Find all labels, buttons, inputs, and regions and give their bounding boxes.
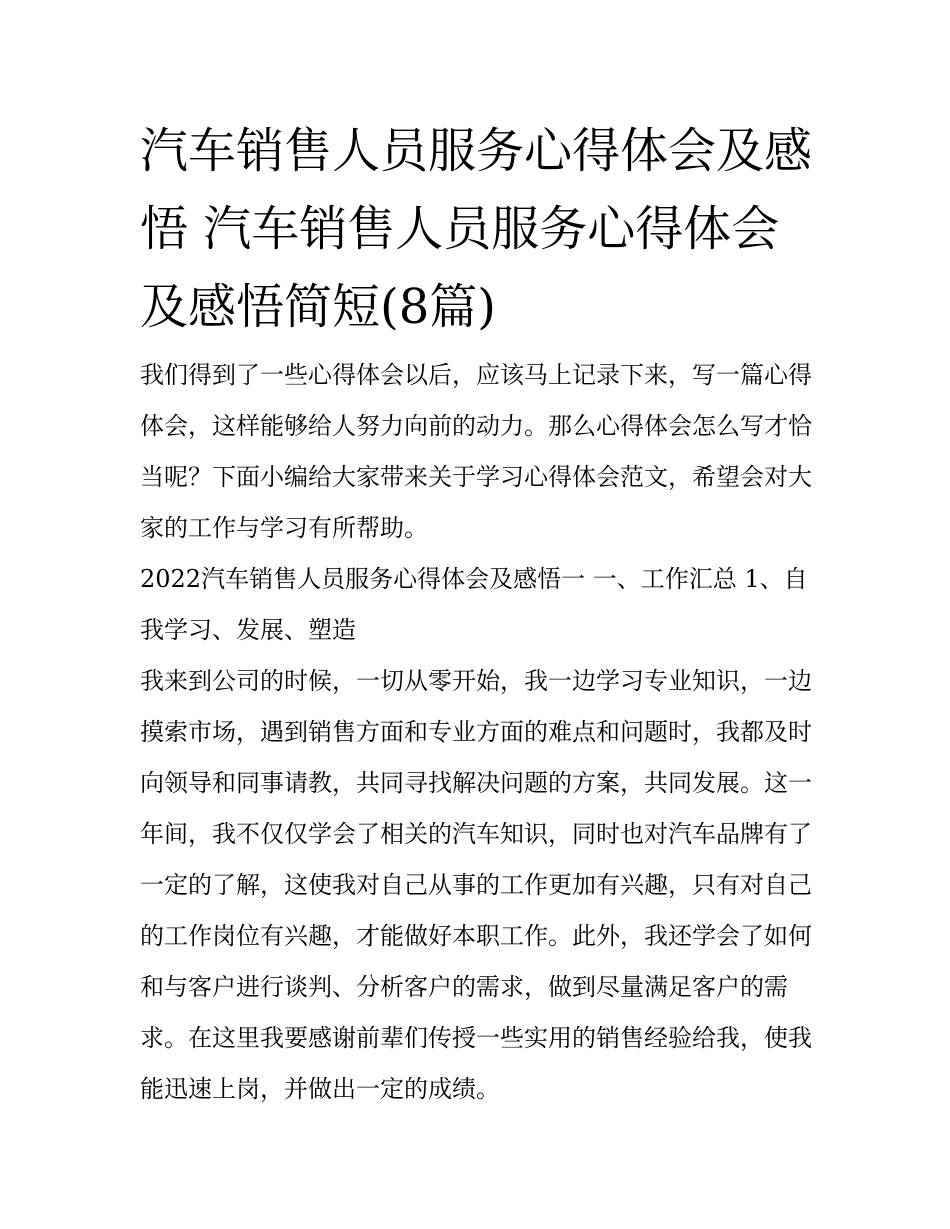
document-page <box>140 112 815 1115</box>
section-heading: 2022汽车销售人员服务心得体会及感悟一 一、工作汇总 1、自我学习、发展、塑造 <box>140 565 808 644</box>
body-paragraph: 我来到公司的时候，一切从零开始，我一边学习专业知识，一边摸索市场，遇到销售方面和专业方面的难点和问题时，我都及时向领导和同事请教，共同寻找解决问题的方案，共同发展。这一年间，我不仅仅学会了相关的汽车知识，同时也对汽车品牌有了一定的了解，这使我对自己从事的工作更加有兴趣，只有对自己的工作岗位有兴趣，才能做好本职工作。此外，我还学会了如何和与客户进行谈判、分析客户的需求，做到尽量满足客户的需求。在这里我要感谢前辈们传授一些实用的销售经验给我，使我能迅速上岗，并做出一定的成绩。 <box>140 667 812 1103</box>
intro-paragraph: 我们得到了一些心得体会以后，应该马上记录下来，写一篇心得体会，这样能够给人努力向前的动力。那么心得体会怎么写才恰当呢？下面小编给大家带来关于学习心得体会范文，希望会对大家的工作与学习有所帮助。 <box>140 361 812 542</box>
document-title: 汽车销售人员服务心得体会及感悟 汽车销售人员服务心得体会及感悟简短(8篇) <box>140 123 813 335</box>
